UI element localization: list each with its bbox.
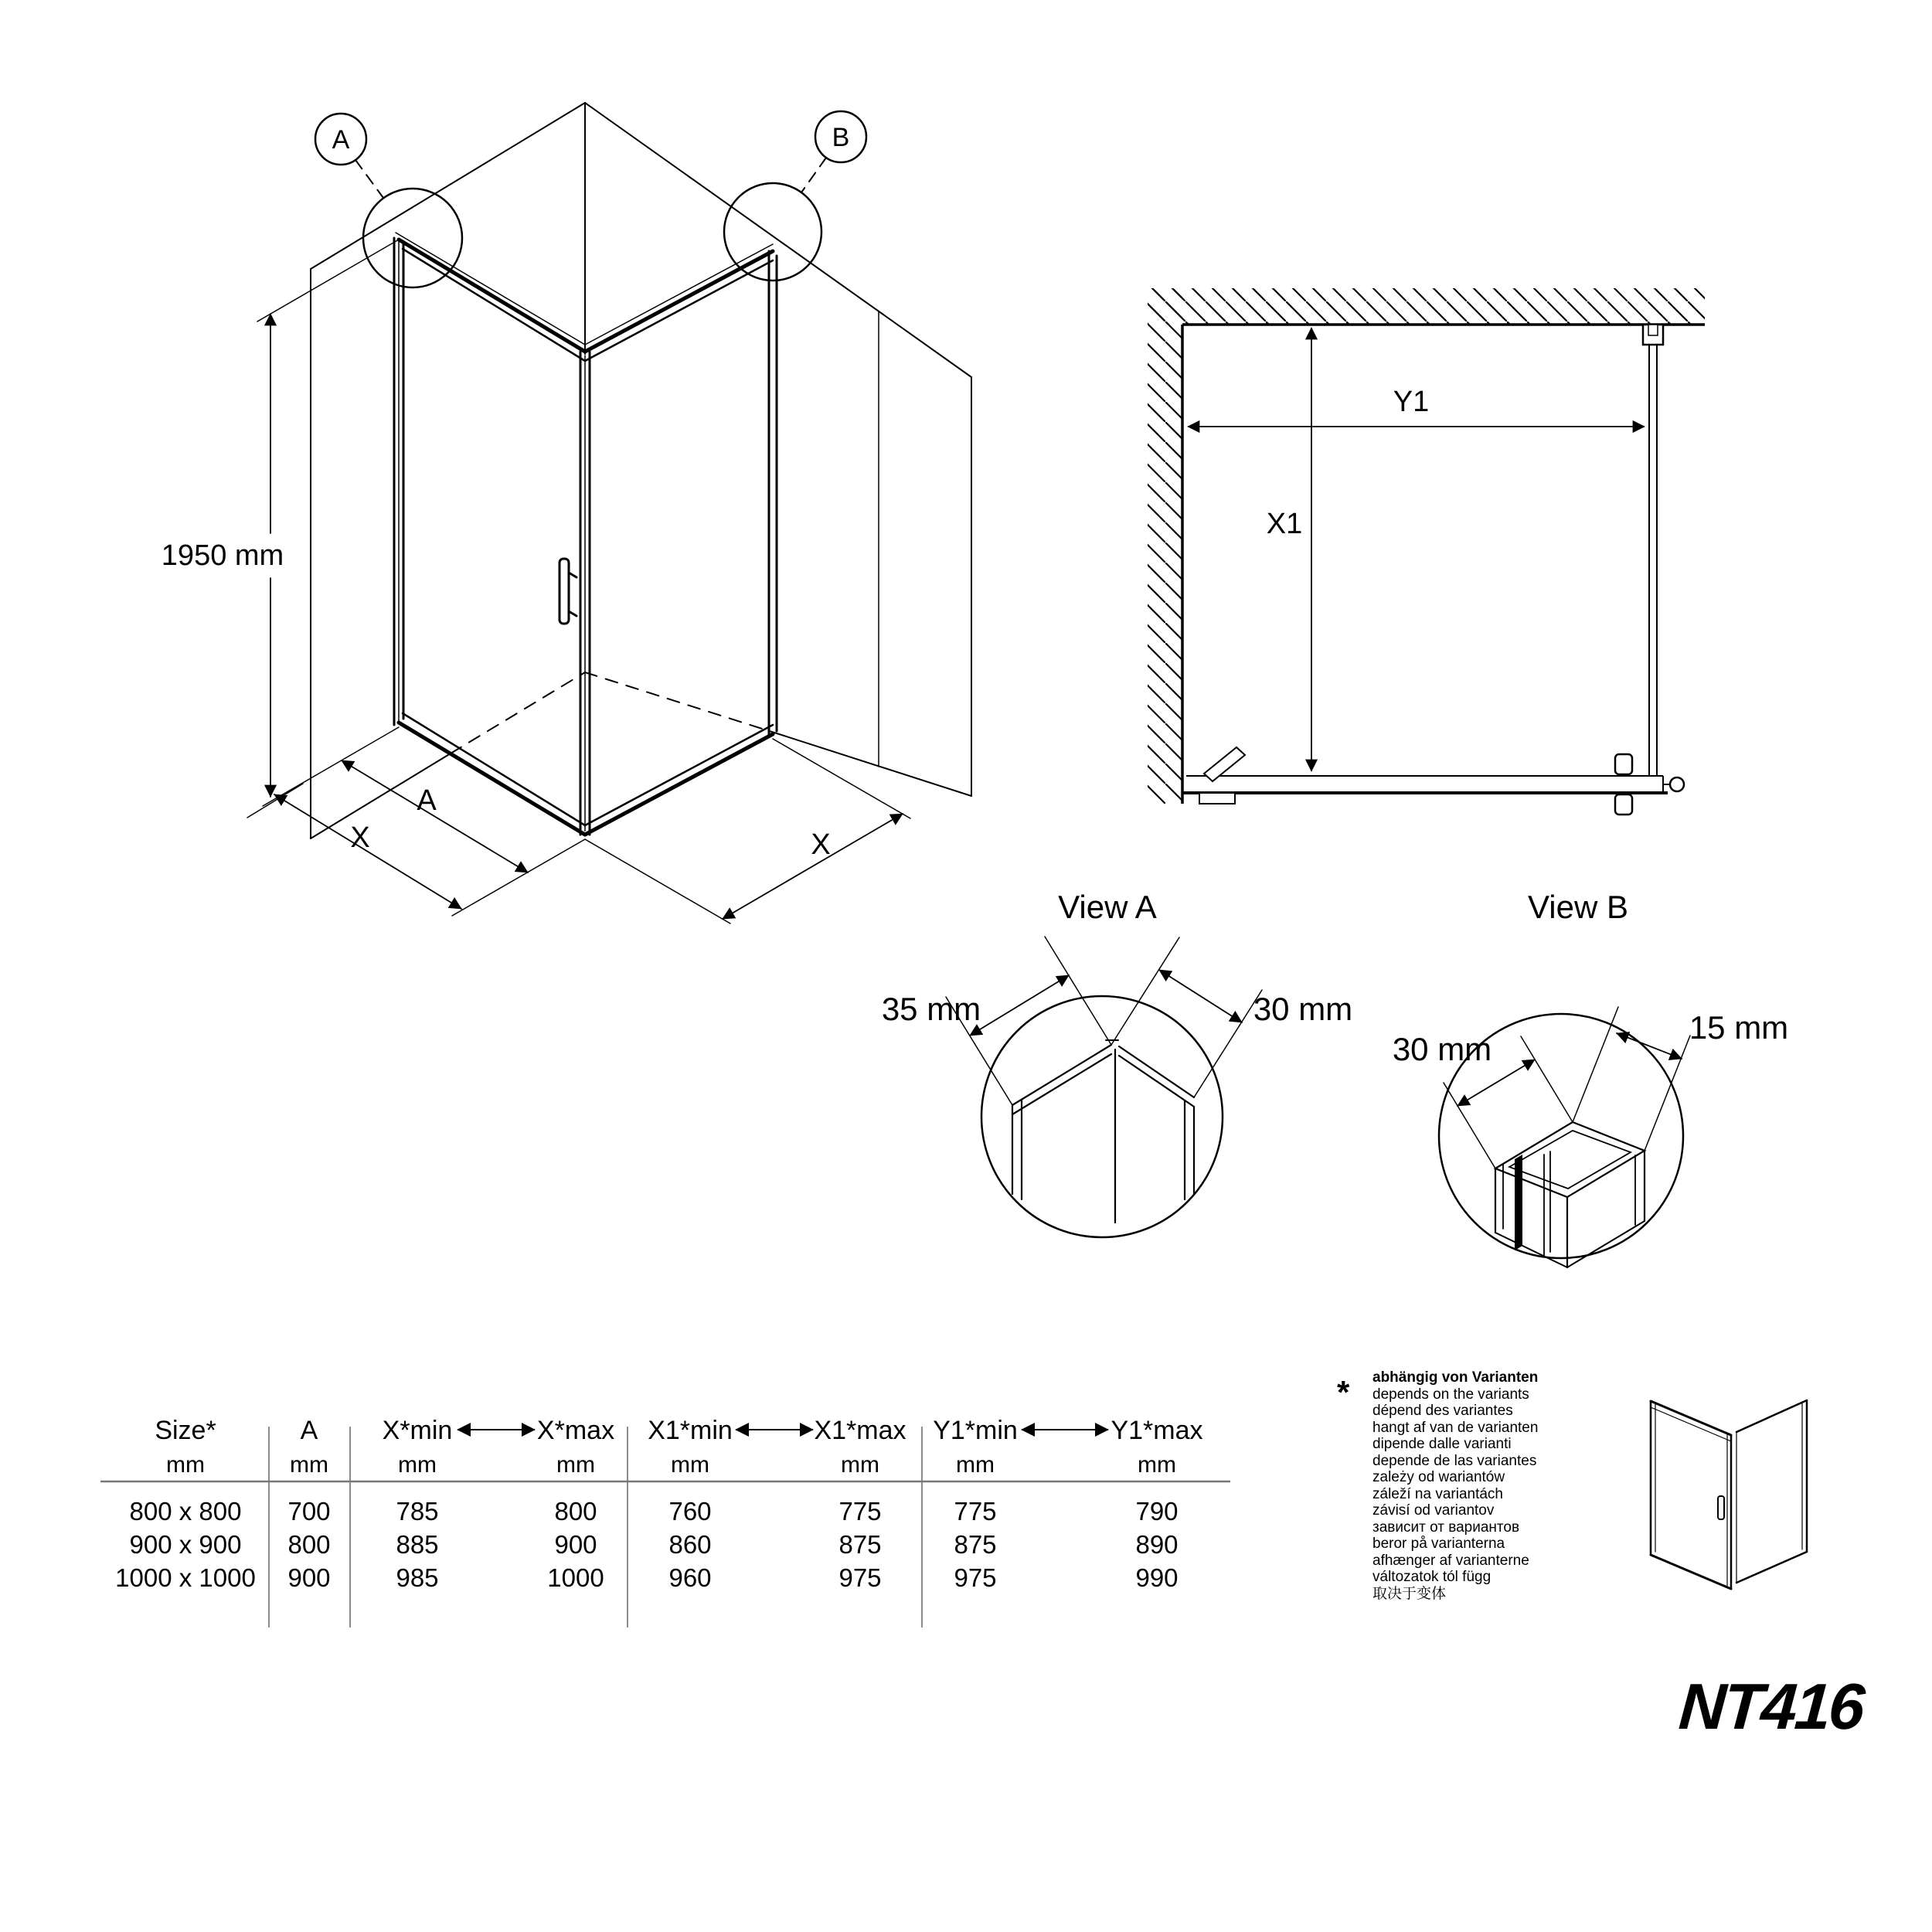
- callout-b-label: B: [832, 123, 850, 152]
- cell-xmin: 985: [396, 1563, 439, 1592]
- plan-view: [1148, 288, 1705, 815]
- cell-x1min: 860: [668, 1530, 712, 1559]
- unit-cell: mm: [556, 1452, 595, 1478]
- cell-xmin: 885: [396, 1530, 439, 1559]
- footnote-translation: зависит от вариантов: [1372, 1519, 1520, 1536]
- unit-cell: mm: [956, 1452, 995, 1478]
- footnote-translation: dépend des variantes: [1372, 1403, 1513, 1419]
- detail-b-dim-right: 15 mm: [1689, 1009, 1789, 1046]
- col-header-x1min: X1*min: [648, 1416, 733, 1445]
- product-code: NT416: [1676, 1670, 1866, 1743]
- table-row: [130, 1530, 1179, 1559]
- cell-y1min: 775: [954, 1497, 997, 1526]
- footnote-block: [1372, 1369, 1805, 1602]
- width-right-dimension: [585, 739, 910, 923]
- detail-b-dim-left: 30 mm: [1392, 1031, 1492, 1067]
- footnote-translation: záleží na variantách: [1372, 1485, 1503, 1502]
- unit-cell: mm: [166, 1452, 205, 1478]
- footnote-translation: zależy od wariantów: [1372, 1469, 1505, 1485]
- col-header-xmin: X*min: [382, 1416, 453, 1445]
- unit-cell: mm: [841, 1452, 879, 1478]
- plan-side-panel: [1643, 325, 1663, 776]
- col-header-y1min: Y1*min: [933, 1416, 1018, 1445]
- top-wall-hatch: [1148, 288, 1705, 325]
- detail-view-a: [946, 937, 1262, 1237]
- door-panel: [394, 233, 585, 835]
- cell-xmin: 785: [396, 1497, 439, 1526]
- cell-y1max: 890: [1135, 1530, 1179, 1559]
- cell-size: 800 x 800: [129, 1497, 242, 1526]
- detail-a-dim-right: 30 mm: [1253, 991, 1353, 1027]
- cell-a: 900: [287, 1563, 331, 1592]
- door-handle: [560, 559, 577, 624]
- col-header-xmax: X*max: [536, 1416, 615, 1445]
- size-table: [100, 1416, 1230, 1628]
- footnote-translation: változatok tól függ: [1372, 1569, 1492, 1585]
- cell-size: 1000 x 1000: [115, 1563, 256, 1592]
- y1-label: Y1: [1393, 386, 1430, 418]
- cell-y1max: 990: [1135, 1563, 1179, 1592]
- unit-cell: mm: [290, 1452, 328, 1478]
- cell-x1max: 775: [838, 1497, 882, 1526]
- cell-a: 800: [287, 1530, 331, 1559]
- cell-y1min: 875: [954, 1530, 997, 1559]
- plan-door-leaf: [1183, 747, 1684, 815]
- table-row: [115, 1563, 1178, 1592]
- cell-xmax: 800: [554, 1497, 597, 1526]
- col-header-a: A: [300, 1416, 318, 1445]
- width-left-label: X: [350, 821, 370, 854]
- gasket-strip: [1515, 1155, 1522, 1250]
- unit-cell: mm: [671, 1452, 709, 1478]
- cell-a: 700: [287, 1497, 331, 1526]
- pivot-knob: [1670, 777, 1684, 791]
- side-panel: [585, 244, 777, 835]
- cell-xmax: 1000: [547, 1563, 604, 1592]
- cell-size: 900 x 900: [129, 1530, 242, 1559]
- callout-a-label: A: [332, 125, 350, 155]
- door-width-label: A: [417, 784, 437, 817]
- handle-tab-inner: [1615, 794, 1632, 815]
- corner-column: [580, 352, 590, 835]
- unit-cell: mm: [1138, 1452, 1176, 1478]
- isometric-enclosure-drawing: [247, 103, 971, 923]
- x1-label: X1: [1266, 508, 1303, 540]
- unit-cell: mm: [398, 1452, 437, 1478]
- col-header-x1max: X1*max: [814, 1416, 906, 1445]
- width-right-label: X: [811, 828, 831, 861]
- col-header-y1max: Y1*max: [1111, 1416, 1203, 1445]
- height-label: 1950 mm: [161, 539, 284, 572]
- cell-x1max: 975: [838, 1563, 882, 1592]
- footnote-translation: hangt af van de varianten: [1372, 1419, 1539, 1436]
- detail-a-dim-left: 35 mm: [881, 991, 981, 1027]
- cell-x1min: 960: [668, 1563, 712, 1592]
- footnote-translation: dipende dalle varianti: [1372, 1436, 1512, 1452]
- cell-x1min: 760: [668, 1497, 712, 1526]
- view-a-caption: View A: [1058, 889, 1157, 925]
- cell-xmax: 900: [554, 1530, 597, 1559]
- footnote-translation: afhænger af varianterne: [1372, 1552, 1529, 1569]
- footnote-translation: 取决于变体: [1372, 1585, 1447, 1602]
- cell-x1max: 875: [838, 1530, 882, 1559]
- view-b-caption: View B: [1528, 889, 1628, 925]
- door-width-dimension: [342, 760, 585, 916]
- handle-tab-outer: [1615, 754, 1632, 774]
- cell-y1max: 790: [1135, 1497, 1179, 1526]
- footnote-title: abhängig von Varianten: [1372, 1369, 1539, 1386]
- left-wall-hatch: [1148, 288, 1182, 804]
- footnote-marker: *: [1337, 1374, 1350, 1410]
- footnote-translation: depende de las variantes: [1372, 1452, 1537, 1469]
- cell-y1min: 975: [954, 1563, 997, 1592]
- col-header-size: Size*: [155, 1416, 216, 1445]
- table-row: [130, 1497, 1179, 1526]
- footnote-translation: beror på varianterna: [1372, 1536, 1505, 1552]
- footnote-translation: depends on the variants: [1372, 1386, 1529, 1403]
- footnote-translation: závisí od variantov: [1372, 1502, 1495, 1519]
- height-dimension: [257, 240, 399, 806]
